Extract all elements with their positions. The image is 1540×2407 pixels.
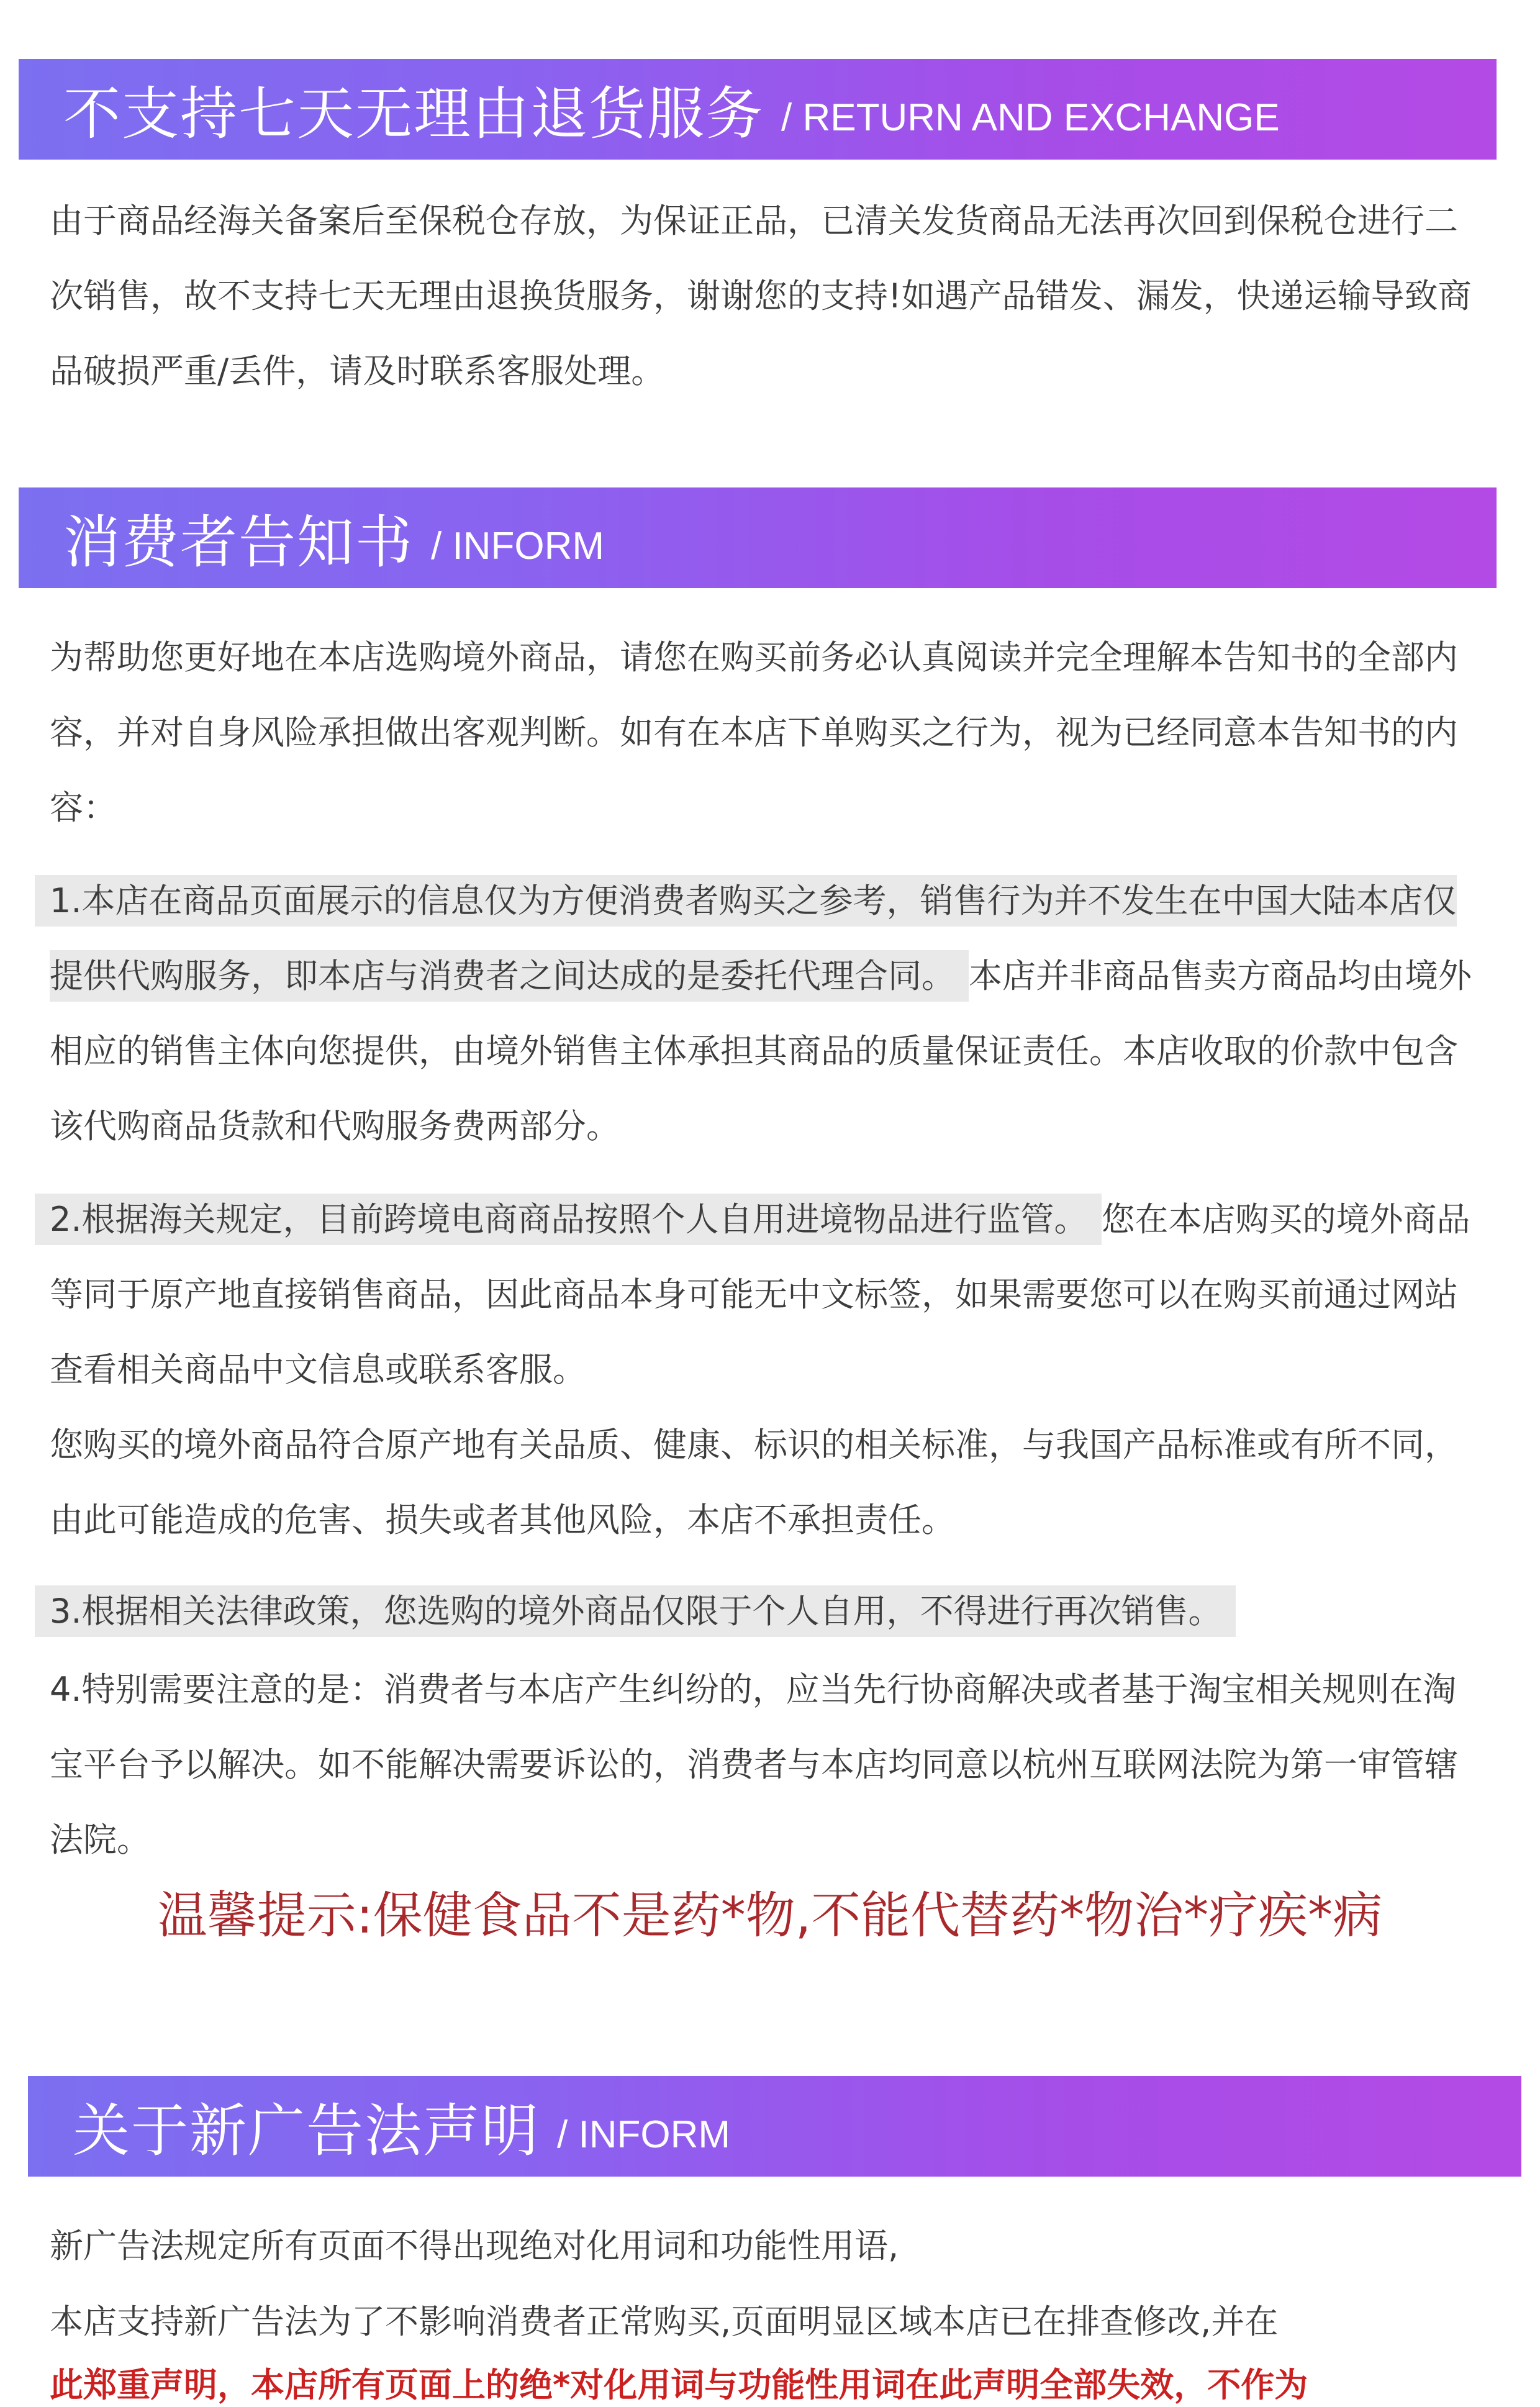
warm-tip: 温馨提示:保健食品不是药*物,不能代替药*物治*疗疾*病 [157,1887,1383,1944]
notice-item-4: 4.特别需要注意的是：消费者与本店产生纠纷的，应当先行协商解决或者基于淘宝相关规则在淘宝平台予以解决。如不能解决需要诉讼的，消费者与本店均同意以杭州互联网法院为第一审管辖法院。 [50,1670,1458,1859]
notice-item-2-extra: 您购买的境外商品符合原产地有关品质、健康、标识的相关标准，与我国产品标准或有所不同，由此可能造成的危害、损失或者其他风险，本店不承担责任。 [50,1425,1458,1539]
ad-law-line-1: 新广告法规定所有页面不得出现绝对化用词和功能性用语, [50,2226,899,2265]
notice-item-1 [50,863,1478,1164]
consumer-notice-banner [19,487,1497,588]
notice-item-1-rest: 本店并非商品售卖方商品均由境外相应的销售主体向您提供，由境外销售主体承担其商品的质量保证责任。本店收取的价款中包含该代购商品货款和代购服务费两部分。 [50,956,1472,1146]
ad-law-subtitle: / INFORM [557,2113,730,2156]
return-policy-banner [19,59,1497,160]
ad-law-line-3: 此郑重声明，本店所有页面上的绝*对化用词与功能性用词在此声明全部失效，不作为 [50,2365,1308,2405]
return-policy-text: 由于商品经海关备案后至保税仓存放，为保证正品，已清关发货商品无法再次回到保税仓进行二次销售，故不支持七天无理由退换货服务，谢谢您的支持!如遇产品错发、漏发，快递运输导致商品破损严重/丢件，请及时联系客服处理。 [50,201,1472,391]
consumer-notice-intro: 为帮助您更好地在本店选购境外商品，请您在购买前务必认真阅读并完全理解本告知书的全部内容，并对自身风险承担做出客观判断。如有在本店下单购买之行为，视为已经同意本告知书的内容： [50,638,1458,827]
ad-law-banner [28,2076,1521,2177]
return-policy-subtitle: / RETURN AND EXCHANGE [781,96,1280,139]
consumer-notice-subtitle: / INFORM [431,524,604,568]
consumer-notice-title: 消费者告知书 [63,509,414,576]
notice-item-1-highlight: 1.本店在商品页面展示的信息仅为方便消费者购买之参考，销售行为并不发生在中国大陆本店仅提供代购服务，即本店与消费者之间达成的是委托代理合同。 [35,875,1457,1002]
notice-item-3-highlight: 3.根据相关法律政策，您选购的境外商品仅限于个人自用，不得进行再次销售。 [35,1585,1236,1637]
ad-law-line-2: 本店支持新广告法为了不影响消费者正常购买,页面明显区域本店已在排查修改,并在 [50,2302,1279,2341]
ad-law-title: 关于新广告法声明 [73,2098,540,2164]
notice-item-2 [50,1182,1478,1407]
return-policy-title: 不支持七天无理由退货服务 [63,81,764,147]
notice-item-2-highlight: 2.根据海关规定，目前跨境电商商品按照个人自用进境物品进行监管。 [35,1194,1102,1245]
notice-item-3 [50,1574,1478,1649]
notice-item-2-rest: 您在本店购买的境外商品等同于原产地直接销售商品，因此商品本身可能无中文标签，如果需要您可以在购买前通过网站查看相关商品中文信息或联系客服。 [50,1200,1470,1389]
